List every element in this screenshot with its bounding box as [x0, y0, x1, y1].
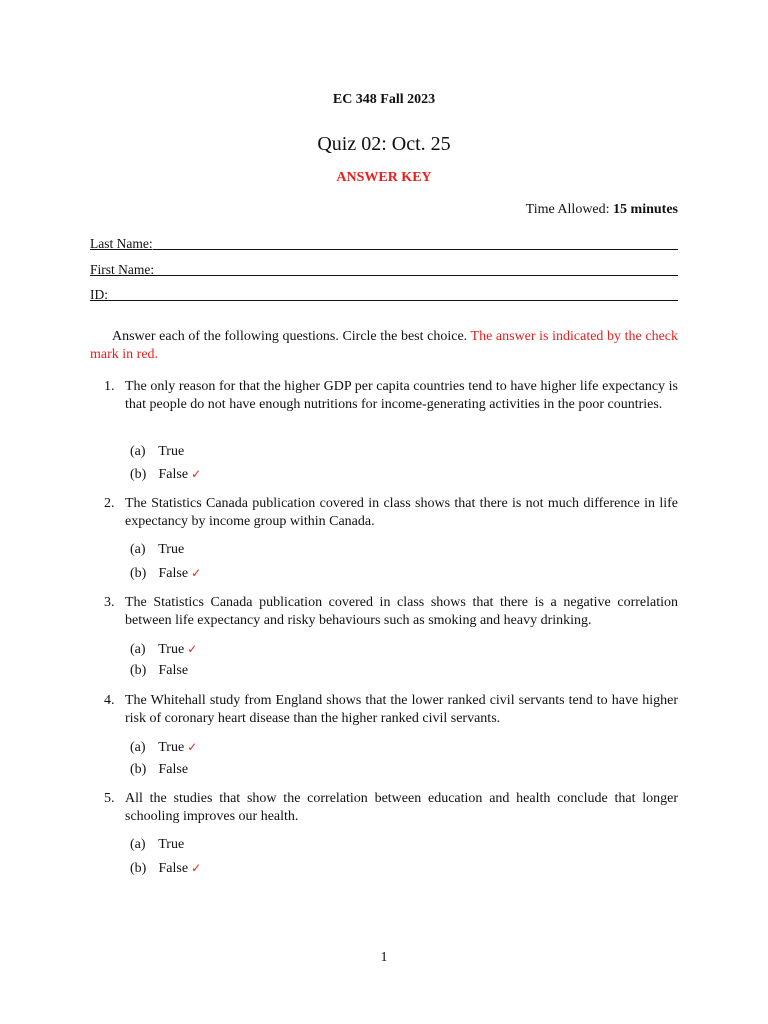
question-number: 1.	[104, 379, 115, 394]
option-4b[interactable]	[130, 761, 188, 779]
id-line[interactable]	[108, 300, 678, 301]
option-letter: (b)	[130, 663, 147, 678]
option-label: True	[158, 542, 185, 557]
question-number: 4.	[104, 693, 115, 708]
question-number: 2.	[104, 496, 115, 511]
option-label: False	[158, 861, 189, 876]
time-allowed-label: Time Allowed:	[525, 202, 614, 217]
question-text: The Statistics Canada publication covered in class shows that there is a negative correlation between life expectancy and risky behaviours such as smoking and heavy drinking.	[125, 595, 678, 628]
option-1b[interactable]	[130, 465, 201, 484]
question-text: All the studies that show the correlation between education and health conclude that longer schooling improves our health.	[125, 791, 678, 824]
last-name-line[interactable]	[153, 249, 678, 250]
option-letter: (b)	[130, 566, 147, 581]
check-mark-icon: ✓	[187, 740, 198, 754]
option-label: True	[158, 444, 185, 459]
question-text: The only reason for that the higher GDP per capita countries tend to have higher life expectancy is that people do not have enough nutritions for income-generating activities in the poor countries.	[125, 379, 678, 412]
option-label: False	[158, 467, 189, 482]
instructions	[90, 328, 678, 364]
check-mark-icon: ✓	[191, 566, 202, 580]
question-number: 5.	[104, 791, 115, 806]
option-4a[interactable]	[130, 738, 197, 757]
option-label: False	[158, 663, 189, 678]
option-2b[interactable]	[130, 564, 201, 583]
option-1a[interactable]	[130, 443, 184, 461]
id-label: ID:	[90, 286, 108, 302]
course-heading: EC 348 Fall 2023	[332, 92, 436, 107]
option-3b[interactable]	[130, 662, 188, 680]
option-2a[interactable]	[130, 541, 184, 559]
first-name-field[interactable]	[90, 259, 678, 277]
option-letter: (a)	[130, 837, 146, 852]
time-allowed	[526, 202, 678, 218]
page-number: 1	[380, 950, 388, 965]
option-5a[interactable]	[130, 836, 184, 854]
check-mark-icon: ✓	[191, 467, 202, 481]
option-5b[interactable]	[130, 859, 201, 878]
option-3a[interactable]	[130, 640, 197, 659]
instructions-red-note: The answer is indicated by the check mark in red.	[90, 329, 678, 362]
time-allowed-value: 15 minutes	[613, 202, 678, 217]
check-mark-icon: ✓	[187, 642, 198, 656]
option-letter: (a)	[130, 740, 146, 755]
option-letter: (b)	[130, 861, 147, 876]
option-label: True	[158, 740, 185, 755]
option-label: False	[158, 566, 189, 581]
answer-key-heading: ANSWER KEY	[336, 170, 432, 185]
option-letter: (a)	[130, 642, 146, 657]
question-text: The Whitehall study from England shows that the lower ranked civil servants tend to have higher risk of coronary heart disease than the higher ranked civil servants.	[125, 693, 678, 726]
option-label: True	[158, 837, 185, 852]
id-field[interactable]	[90, 284, 678, 302]
first-name-label: First Name:	[90, 261, 155, 277]
instructions-text: Answer each of the following questions. Circle the best choice.	[112, 329, 471, 344]
option-letter: (b)	[130, 467, 147, 482]
question-number: 3.	[104, 595, 115, 610]
first-name-line[interactable]	[154, 275, 678, 276]
question-text: The Statistics Canada publication covered in class shows that there is not much difference in life expectancy by income group within Canada.	[125, 496, 678, 529]
last-name-label: Last Name:	[90, 235, 153, 251]
check-mark-icon: ✓	[191, 861, 202, 875]
option-letter: (a)	[130, 542, 146, 557]
last-name-field[interactable]	[90, 233, 678, 251]
option-letter: (a)	[130, 444, 146, 459]
option-label: False	[158, 762, 189, 777]
quiz-title: Quiz 02: Oct. 25	[317, 133, 451, 155]
option-label: True	[158, 642, 185, 657]
quiz-page	[90, 0, 678, 1024]
option-letter: (b)	[130, 762, 147, 777]
